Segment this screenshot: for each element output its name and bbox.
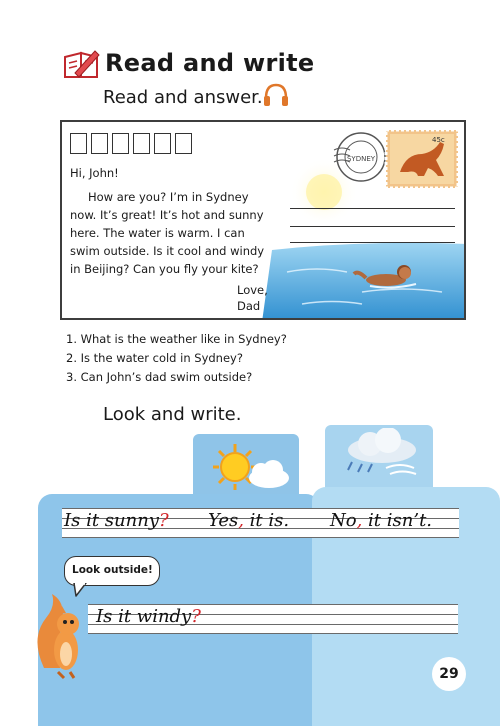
sentence-question-sunny: [64, 510, 169, 531]
answer-comma: ,: [238, 510, 244, 531]
section-title: Read and write: [105, 49, 315, 77]
sub-title: Read and answer.: [103, 87, 263, 108]
sentence-question-windy: [96, 606, 201, 627]
squirrel-character: [36, 588, 82, 680]
speech-bubble-text: Look outside!: [72, 564, 153, 576]
question-mark: ?: [158, 510, 169, 531]
postcard-line: now. It’s great! It’s hot and sunny: [70, 208, 264, 222]
page-number: 29: [432, 657, 466, 691]
answer-text: Yes: [208, 510, 239, 531]
question-item: 3. Can John’s dad swim outside?: [66, 370, 253, 384]
pencil-book-icon: [63, 47, 101, 81]
question-item: 1. What is the weather like in Sydney?: [66, 332, 287, 346]
postcard-body: [70, 188, 290, 278]
sentence-answer-no: [330, 510, 432, 531]
question-item: 2. Is the water cold in Sydney?: [66, 351, 243, 365]
zip-code-boxes: [70, 133, 192, 154]
sunny-icon: [205, 440, 291, 494]
questions-list: [66, 330, 287, 387]
postcard-line: in Beijing? Can you fly your kite?: [70, 262, 259, 276]
answer-text: it isn’t.: [362, 510, 433, 531]
address-line: [290, 208, 455, 209]
signature-text: Dad: [237, 299, 261, 313]
headphones-icon[interactable]: [262, 82, 290, 108]
svg-text:SYDNEY: SYDNEY: [346, 155, 376, 163]
postcard: [60, 120, 466, 320]
question-text: Is it sunny: [64, 510, 159, 531]
answer-text: it is.: [243, 510, 290, 531]
kangaroo-stamp: [384, 128, 460, 190]
postcard-greeting: Hi, John!: [70, 166, 119, 180]
postcard-line: How are you? I’m in Sydney: [88, 190, 249, 204]
address-line: [290, 242, 455, 243]
closing-text: Love,: [237, 283, 268, 297]
answer-text: No: [330, 510, 357, 531]
postcard-line: here. The water is warm. I can: [70, 226, 245, 240]
answer-comma: ,: [356, 510, 363, 531]
postmark-stamp: [332, 128, 390, 186]
sentence-answer-yes: [208, 510, 289, 531]
address-line: [290, 226, 455, 227]
postcard-closing: [237, 282, 268, 314]
swimmer-figure: [352, 260, 422, 292]
windy-icon: [338, 428, 424, 484]
question-text: Is it windy: [96, 606, 192, 627]
postcard-line: swim outside. Is it cool and windy: [70, 244, 265, 258]
question-mark: ?: [191, 606, 201, 627]
look-write-title: Look and write.: [103, 404, 242, 425]
svg-text:45c: 45c: [432, 136, 445, 144]
